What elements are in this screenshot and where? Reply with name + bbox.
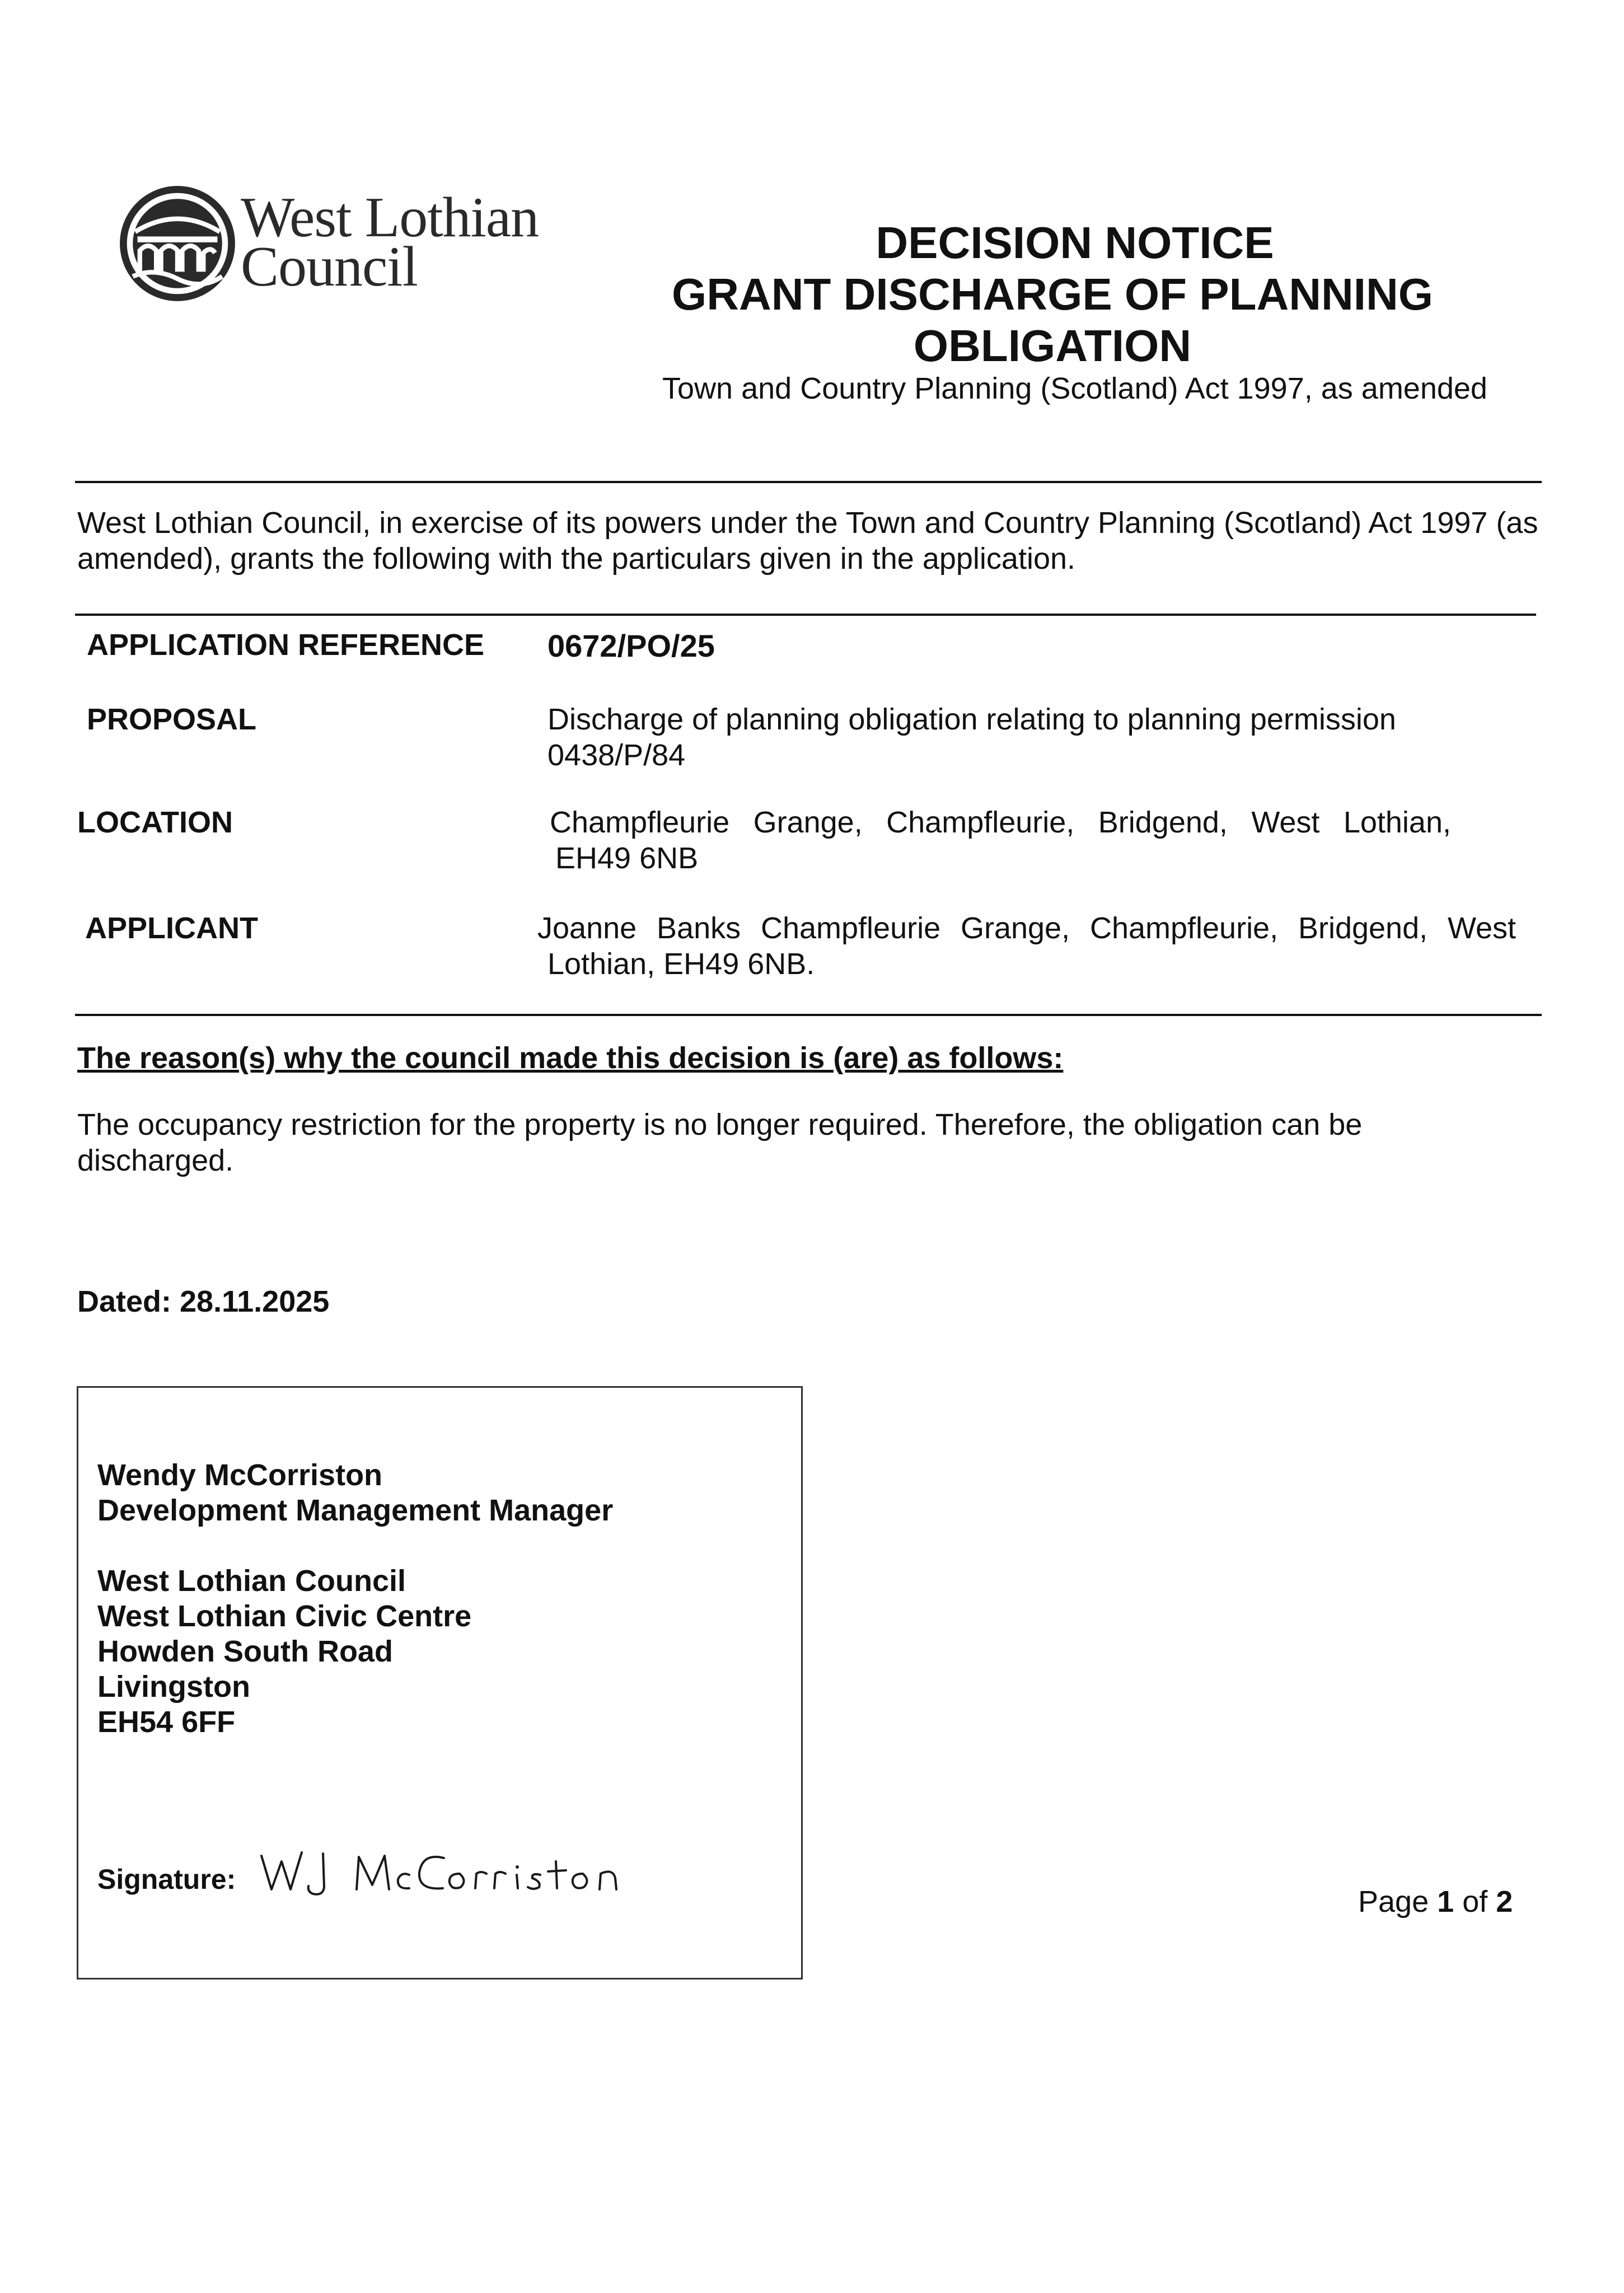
intro-paragraph: West Lothian Council, in exercise of its powers under the Town and Country Planning (Scotland) Act 1997 (as amended), grants the following with the particulars given in the application. — [77, 506, 1538, 575]
document-subtitle: Town and Country Planning (Scotland) Act 1997, as amended — [662, 372, 1487, 405]
signature-label: Signature: — [97, 1864, 236, 1895]
proposal-value: Discharge of planning obligation relating to planning permission 0438/P/84 — [547, 703, 1396, 772]
page-prefix: Page — [1358, 1885, 1429, 1918]
address-line: Howden South Road — [97, 1635, 393, 1668]
divider — [75, 481, 1542, 483]
document-title-line3: OBLIGATION — [913, 321, 1192, 371]
page-total: 2 — [1496, 1885, 1513, 1918]
location-value-line2: EH49 6NB — [555, 841, 699, 875]
signatory-title: Development Management Manager — [97, 1494, 614, 1527]
viaduct-emblem-icon — [119, 185, 236, 302]
proposal-label: PROPOSAL — [87, 703, 257, 736]
reasons-heading: The reason(s) why the council made this decision is (are) as follows: — [77, 1041, 1064, 1075]
council-logo — [119, 185, 567, 308]
reasons-text: The occupancy restriction for the property is no longer required. Therefore, the obligation can be discharged. — [77, 1108, 1363, 1177]
application-reference-label: APPLICATION REFERENCE — [87, 628, 485, 662]
address-line: Livingston — [97, 1670, 250, 1704]
logo-text-line2: Council — [241, 235, 418, 298]
address-line: West Lothian Civic Centre — [97, 1599, 472, 1633]
applicant-value-line2: Lothian, EH49 6NB. — [547, 947, 815, 981]
page-current: 1 — [1437, 1885, 1454, 1918]
divider — [75, 614, 1536, 616]
location-label: LOCATION — [77, 806, 233, 839]
applicant-label: APPLICANT — [85, 911, 258, 945]
document-title-line1: DECISION NOTICE — [876, 218, 1274, 268]
location-value-line1: Champfleurie Grange, Champfleurie, Bridgend, West Lothian, — [550, 806, 1451, 839]
page-of: of — [1462, 1885, 1488, 1918]
decision-date: Dated: 28.11.2025 — [77, 1285, 330, 1318]
applicant-value-line1: Joanne Banks Champfleurie Grange, Champfleurie, Bridgend, West — [537, 911, 1516, 945]
logo-text-line1: West Lothian — [241, 186, 539, 249]
page-number — [1358, 1884, 1513, 1920]
application-reference-value: 0672/PO/25 — [547, 628, 715, 663]
document-title-line2: GRANT DISCHARGE OF PLANNING — [672, 269, 1433, 319]
handwritten-signature — [255, 1833, 658, 1901]
divider — [75, 1014, 1542, 1016]
address-line: West Lothian Council — [97, 1564, 406, 1598]
address-line: EH54 6FF — [97, 1705, 236, 1739]
signatory-name: Wendy McCorriston — [97, 1458, 383, 1492]
